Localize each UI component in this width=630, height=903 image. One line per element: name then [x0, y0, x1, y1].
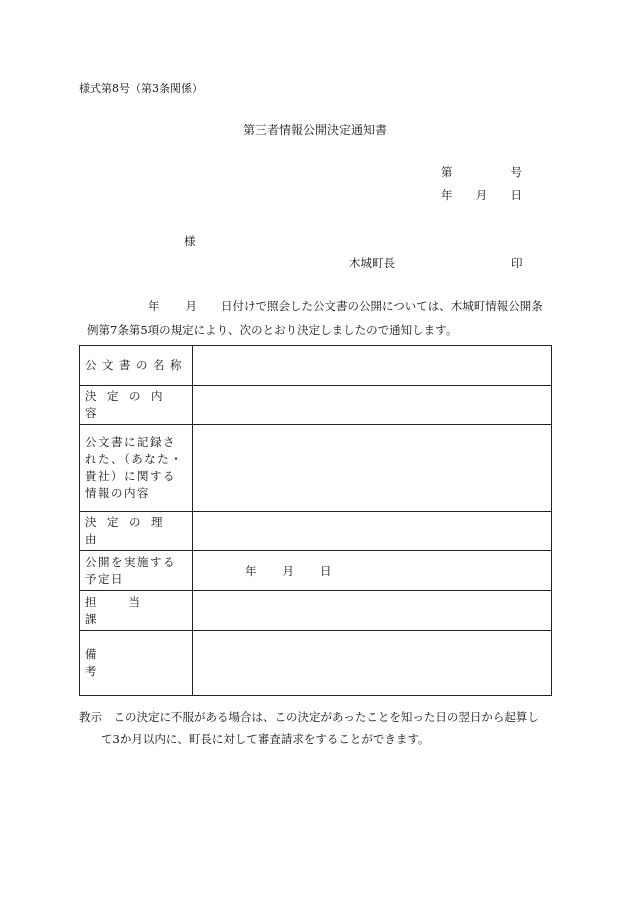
- table-row: [80, 512, 552, 551]
- issue-date: [441, 187, 522, 203]
- recipient-suffix: 様: [184, 234, 196, 248]
- label-decision-reason: [85, 514, 187, 548]
- label-scheduled-date: 公開を実施する予定日: [85, 554, 176, 586]
- intro-year: 年: [148, 299, 160, 313]
- day-label: 日: [510, 188, 522, 202]
- label-text: 決定の理由: [85, 515, 173, 546]
- scheduled-day: 日: [320, 563, 332, 578]
- label-decision-content: [85, 388, 187, 422]
- value-scheduled-date: [193, 551, 552, 591]
- value-decision-reason: [193, 512, 552, 551]
- dai-label: 第: [441, 165, 453, 179]
- info-table: [79, 345, 552, 696]
- month-label: 月: [475, 188, 488, 202]
- value-decision-content: [193, 386, 552, 425]
- label-text: 決定の内容: [85, 389, 173, 420]
- document-title: 第三者情報公開決定通知書: [242, 123, 387, 137]
- instruction-line-1: 教示 この決定に不服がある場合は、この決定があったことを知った日の翌日から起算し: [79, 710, 539, 724]
- label-text: 公文書の名称: [85, 358, 187, 372]
- value-remarks: [193, 631, 552, 696]
- scheduled-month: 月: [282, 563, 294, 578]
- go-label: 号: [510, 165, 522, 179]
- scheduled-year: 年: [245, 563, 257, 578]
- intro-text-1: 日付けで照会した公文書の公開については、木城町情報公開条: [221, 299, 543, 313]
- label-text: 備考: [85, 647, 163, 678]
- label-text: 担当課: [85, 594, 172, 626]
- label-document-name: [85, 357, 187, 374]
- value-document-name: [193, 346, 552, 386]
- label-remarks: [85, 646, 187, 680]
- value-department: [193, 591, 552, 631]
- label-department: [85, 594, 187, 628]
- table-row: [80, 551, 552, 591]
- value-recorded-info: [193, 425, 552, 512]
- table-row: [80, 425, 552, 512]
- intro-line-1: [148, 298, 543, 314]
- table-row: [80, 591, 552, 631]
- instruction-line-2: て3か月以内に、町長に対して審査請求をすることができます。: [101, 732, 430, 746]
- intro-line-2: 例第7条第5項の規定により、次のとおり決定しましたので通知します。: [87, 323, 458, 337]
- label-recorded-info: 公文書に記録された、（あなた・貴社）に関する情報の内容: [85, 435, 184, 500]
- year-label: 年: [441, 188, 453, 202]
- sender-title: 木城町長: [349, 256, 395, 270]
- form-number: 様式第8号（第3条関係）: [79, 82, 203, 95]
- table-row: [80, 386, 552, 425]
- table-row: [80, 346, 552, 386]
- intro-month: 月: [185, 299, 197, 313]
- seal-mark: 印: [511, 256, 523, 270]
- document-number: [441, 164, 522, 180]
- table-row: [80, 631, 552, 696]
